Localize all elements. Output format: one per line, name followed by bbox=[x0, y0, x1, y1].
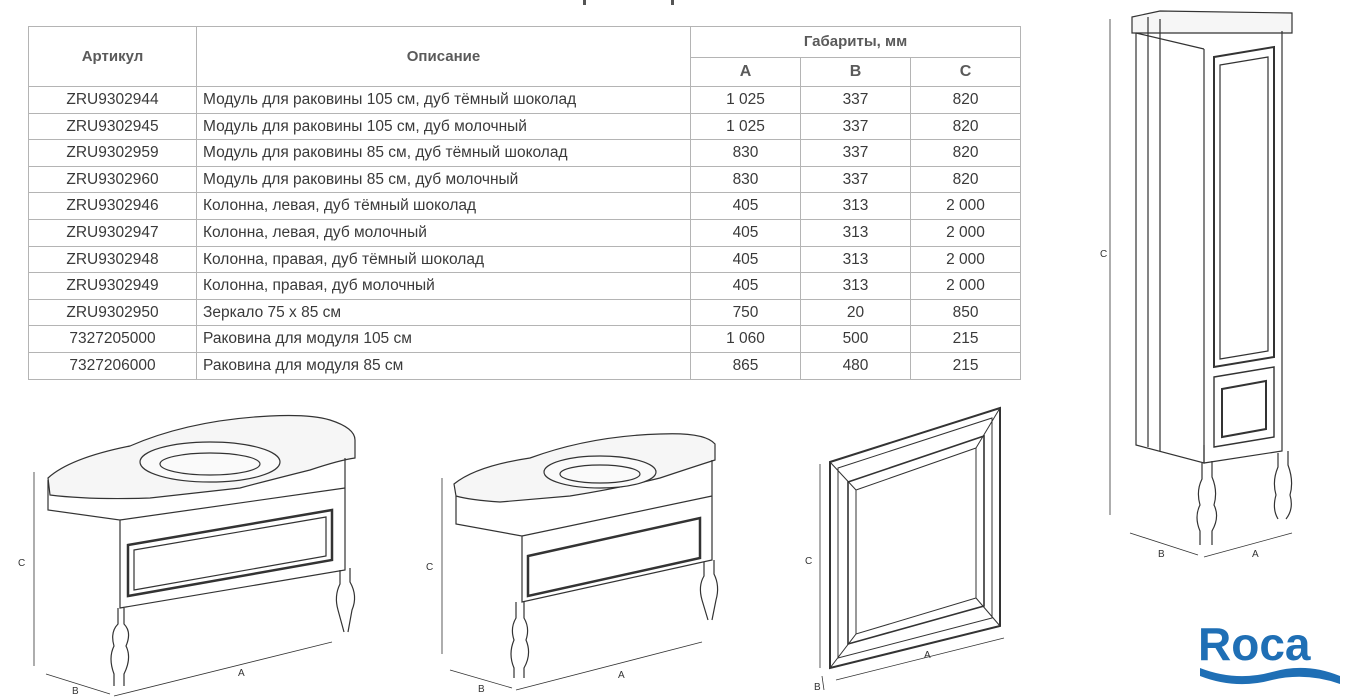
cell-description: Раковина для модуля 85 см bbox=[197, 352, 691, 379]
cell-c: 850 bbox=[911, 299, 1021, 326]
mirror-label-a: A bbox=[924, 650, 931, 661]
cell-a: 865 bbox=[691, 352, 801, 379]
cell-b: 500 bbox=[801, 326, 911, 353]
cell-b: 313 bbox=[801, 193, 911, 220]
table-row bbox=[29, 193, 1021, 220]
roca-logo bbox=[1196, 618, 1346, 688]
table-row bbox=[29, 113, 1021, 140]
table-row bbox=[29, 352, 1021, 379]
cell-article: ZRU9302960 bbox=[29, 166, 197, 193]
column-label-a: A bbox=[1252, 549, 1259, 560]
column-label-b: B bbox=[1158, 549, 1165, 560]
cell-description: Модуль для раковины 85 см, дуб тёмный шоколад bbox=[197, 140, 691, 167]
cell-c: 820 bbox=[911, 113, 1021, 140]
cell-article: ZRU9302950 bbox=[29, 299, 197, 326]
column-label-c: C bbox=[1100, 249, 1108, 260]
cell-b: 337 bbox=[801, 140, 911, 167]
top-heading-marks bbox=[583, 0, 675, 6]
cell-c: 215 bbox=[911, 352, 1021, 379]
specification-table bbox=[28, 26, 1021, 380]
cell-description: Раковина для модуля 105 см bbox=[197, 326, 691, 353]
cell-article: ZRU9302948 bbox=[29, 246, 197, 273]
vanity-small-label-a: A bbox=[618, 670, 625, 681]
mirror-drawing bbox=[800, 400, 1020, 697]
table-row bbox=[29, 246, 1021, 273]
cell-a: 1 025 bbox=[691, 87, 801, 114]
cell-article: ZRU9302949 bbox=[29, 273, 197, 300]
cell-description: Колонна, правая, дуб молочный bbox=[197, 273, 691, 300]
table-row bbox=[29, 140, 1021, 167]
cell-article: ZRU9302944 bbox=[29, 87, 197, 114]
cell-c: 2 000 bbox=[911, 273, 1021, 300]
cell-description: Колонна, левая, дуб тёмный шоколад bbox=[197, 193, 691, 220]
vanity-large-label-c: C bbox=[18, 558, 26, 569]
table-row bbox=[29, 219, 1021, 246]
cell-a: 405 bbox=[691, 273, 801, 300]
vanity-105-drawing bbox=[10, 400, 370, 697]
roca-logo-text: Roca bbox=[1198, 618, 1311, 670]
cell-description: Зеркало 75 х 85 см bbox=[197, 299, 691, 326]
vanity-large-label-b: B bbox=[72, 686, 79, 697]
header-article: Артикул bbox=[29, 27, 197, 87]
header-description: Описание bbox=[197, 27, 691, 87]
cell-c: 820 bbox=[911, 140, 1021, 167]
table-row bbox=[29, 87, 1021, 114]
table-body bbox=[29, 87, 1021, 380]
cell-article: ZRU9302959 bbox=[29, 140, 197, 167]
cell-c: 2 000 bbox=[911, 193, 1021, 220]
header-c: C bbox=[911, 58, 1021, 87]
cell-article: ZRU9302945 bbox=[29, 113, 197, 140]
header-b: B bbox=[801, 58, 911, 87]
vanity-large-label-a: A bbox=[238, 668, 245, 679]
vanity-85-drawing bbox=[420, 420, 740, 697]
table-row bbox=[29, 273, 1021, 300]
cell-article: ZRU9302946 bbox=[29, 193, 197, 220]
cell-b: 480 bbox=[801, 352, 911, 379]
mirror-label-b: B bbox=[814, 682, 821, 693]
cell-b: 313 bbox=[801, 273, 911, 300]
cell-article: 7327206000 bbox=[29, 352, 197, 379]
cell-b: 20 bbox=[801, 299, 911, 326]
table-row bbox=[29, 299, 1021, 326]
column-drawing bbox=[1100, 5, 1310, 565]
cell-description: Модуль для раковины 105 см, дуб тёмный шоколад bbox=[197, 87, 691, 114]
cell-a: 830 bbox=[691, 140, 801, 167]
cell-a: 405 bbox=[691, 219, 801, 246]
cell-description: Модуль для раковины 105 см, дуб молочный bbox=[197, 113, 691, 140]
cell-a: 1 025 bbox=[691, 113, 801, 140]
cell-a: 1 060 bbox=[691, 326, 801, 353]
cell-description: Колонна, левая, дуб молочный bbox=[197, 219, 691, 246]
mirror-label-c: C bbox=[805, 556, 813, 567]
cell-c: 2 000 bbox=[911, 246, 1021, 273]
vanity-small-label-c: C bbox=[426, 562, 434, 573]
cell-a: 830 bbox=[691, 166, 801, 193]
table-row bbox=[29, 326, 1021, 353]
cell-b: 337 bbox=[801, 87, 911, 114]
cell-b: 337 bbox=[801, 113, 911, 140]
cell-b: 313 bbox=[801, 219, 911, 246]
cell-c: 820 bbox=[911, 87, 1021, 114]
table-row bbox=[29, 166, 1021, 193]
header-a: A bbox=[691, 58, 801, 87]
vanity-small-label-b: B bbox=[478, 684, 485, 695]
cell-c: 820 bbox=[911, 166, 1021, 193]
cell-a: 405 bbox=[691, 193, 801, 220]
cell-a: 750 bbox=[691, 299, 801, 326]
cell-description: Колонна, правая, дуб тёмный шоколад bbox=[197, 246, 691, 273]
cell-a: 405 bbox=[691, 246, 801, 273]
cell-article: 7327205000 bbox=[29, 326, 197, 353]
cell-c: 2 000 bbox=[911, 219, 1021, 246]
cell-b: 337 bbox=[801, 166, 911, 193]
cell-c: 215 bbox=[911, 326, 1021, 353]
cell-article: ZRU9302947 bbox=[29, 219, 197, 246]
cell-b: 313 bbox=[801, 246, 911, 273]
cell-description: Модуль для раковины 85 см, дуб молочный bbox=[197, 166, 691, 193]
header-dimensions: Габариты, мм bbox=[691, 27, 1021, 58]
